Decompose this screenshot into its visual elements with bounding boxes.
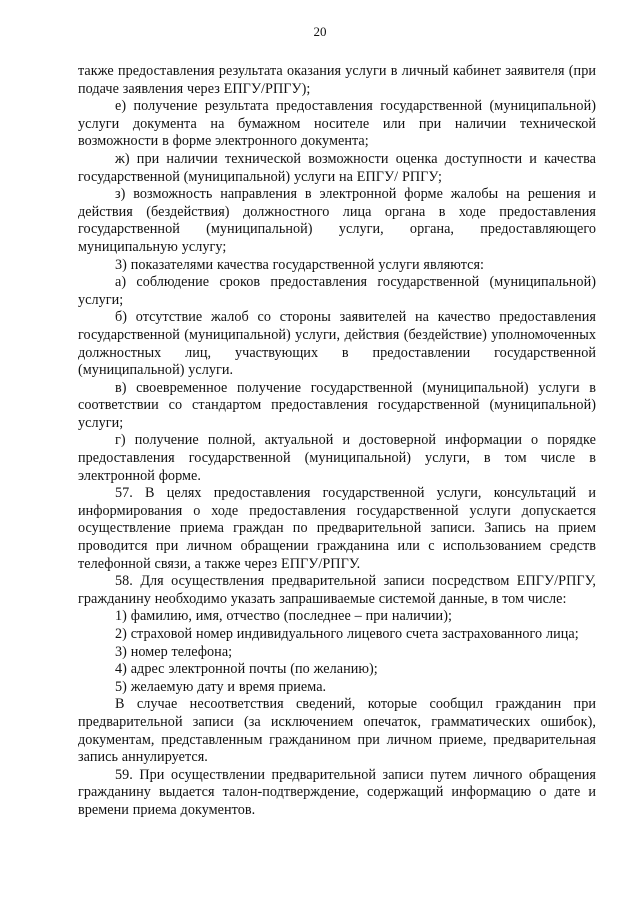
paragraph-item-e: е) получение результата предоставления государственной (муниципальной) услуги документа на бумажном носителе или при наличии технической возможности в форме электронного документа; bbox=[78, 98, 596, 150]
paragraph-item-zh: ж) при наличии технической возможности оценка доступности и качества государственной (муниципальной) услуги на ЕПГУ/ РПГУ; bbox=[78, 150, 596, 185]
paragraph-mismatch: В случае несоответствия сведений, которые сообщил гражданин при предварительной записи (за исключением опечаток, грамматических ошибок), документам, представленным гражданином при личном приеме, предварительная запись аннулируется. bbox=[78, 696, 596, 766]
paragraph-item-z: з) возможность направления в электронной форме жалобы на решения и действия (бездействия) должностного лица органа в ходе предоставления государственной (муниципальной) услуги, органа, предоставляющего муниципальную услугу; bbox=[78, 186, 596, 255]
paragraph-list-5: 5) желаемую дату и время приема. bbox=[115, 678, 327, 695]
paragraph-list-2: 2) страховой номер индивидуального лицевого счета застрахованного лица; bbox=[115, 626, 579, 642]
paragraph-list-3: 3) номер телефона; bbox=[115, 643, 233, 660]
paragraph-list-1: 1) фамилию, имя, отчество (последнее – при наличии); bbox=[115, 608, 452, 625]
paragraph-item-a: а) соблюдение сроков предоставления государственной (муниципальной) услуги; bbox=[78, 274, 596, 308]
paragraph-list-4: 4) адрес электронной почты (по желанию); bbox=[115, 661, 378, 678]
paragraph-58: 58. Для осуществления предварительной записи посредством ЕПГУ/РПГУ, гражданину необходимо указать запрашиваемые системой данные, в том числе: bbox=[78, 573, 596, 607]
paragraph-item-b: б) отсутствие жалоб со стороны заявителей на качество предоставления государственной (муниципальной) услуги, действия (бездействие) уполномоченных должностных лиц, участвующих в предоставлении государственной (муниципальной) услуги. bbox=[78, 309, 596, 379]
document-body bbox=[78, 63, 596, 820]
paragraph-quality-indicators: 3) показателями качества государственной услуги являются: bbox=[115, 256, 485, 273]
paragraph-59: 59. При осуществлении предварительной записи путем личного обращения гражданину выдается талон-подтверждение, содержащий информацию о дате и времени приема документов. bbox=[78, 766, 596, 818]
paragraph-57: 57. В целях предоставления государственной услуги, консультаций и информирования о ходе предоставления государственной услуги допускается осуществление приема граждан по предварительной записи. Запись на прием проводится при личном обращении гражданина или с использованием средств телефонной связи, а также через ЕПГУ/РПГУ. bbox=[78, 485, 596, 572]
paragraph-item-v: в) своевременное получение государственной (муниципальной) услуги в соответствии со стандартом предоставления государственной (муниципальной) услуги; bbox=[78, 379, 596, 431]
paragraph-item-g: г) получение полной, актуальной и достоверной информации о порядке предоставления государственной (муниципальной) услуги, в том числе в электронной форме. bbox=[78, 432, 596, 484]
page-number: 20 bbox=[313, 24, 327, 39]
paragraph-continuation: также предоставления результата оказания услуги в личный кабинет заявителя (при подаче заявления через ЕПГУ/РПГУ); bbox=[78, 63, 596, 97]
